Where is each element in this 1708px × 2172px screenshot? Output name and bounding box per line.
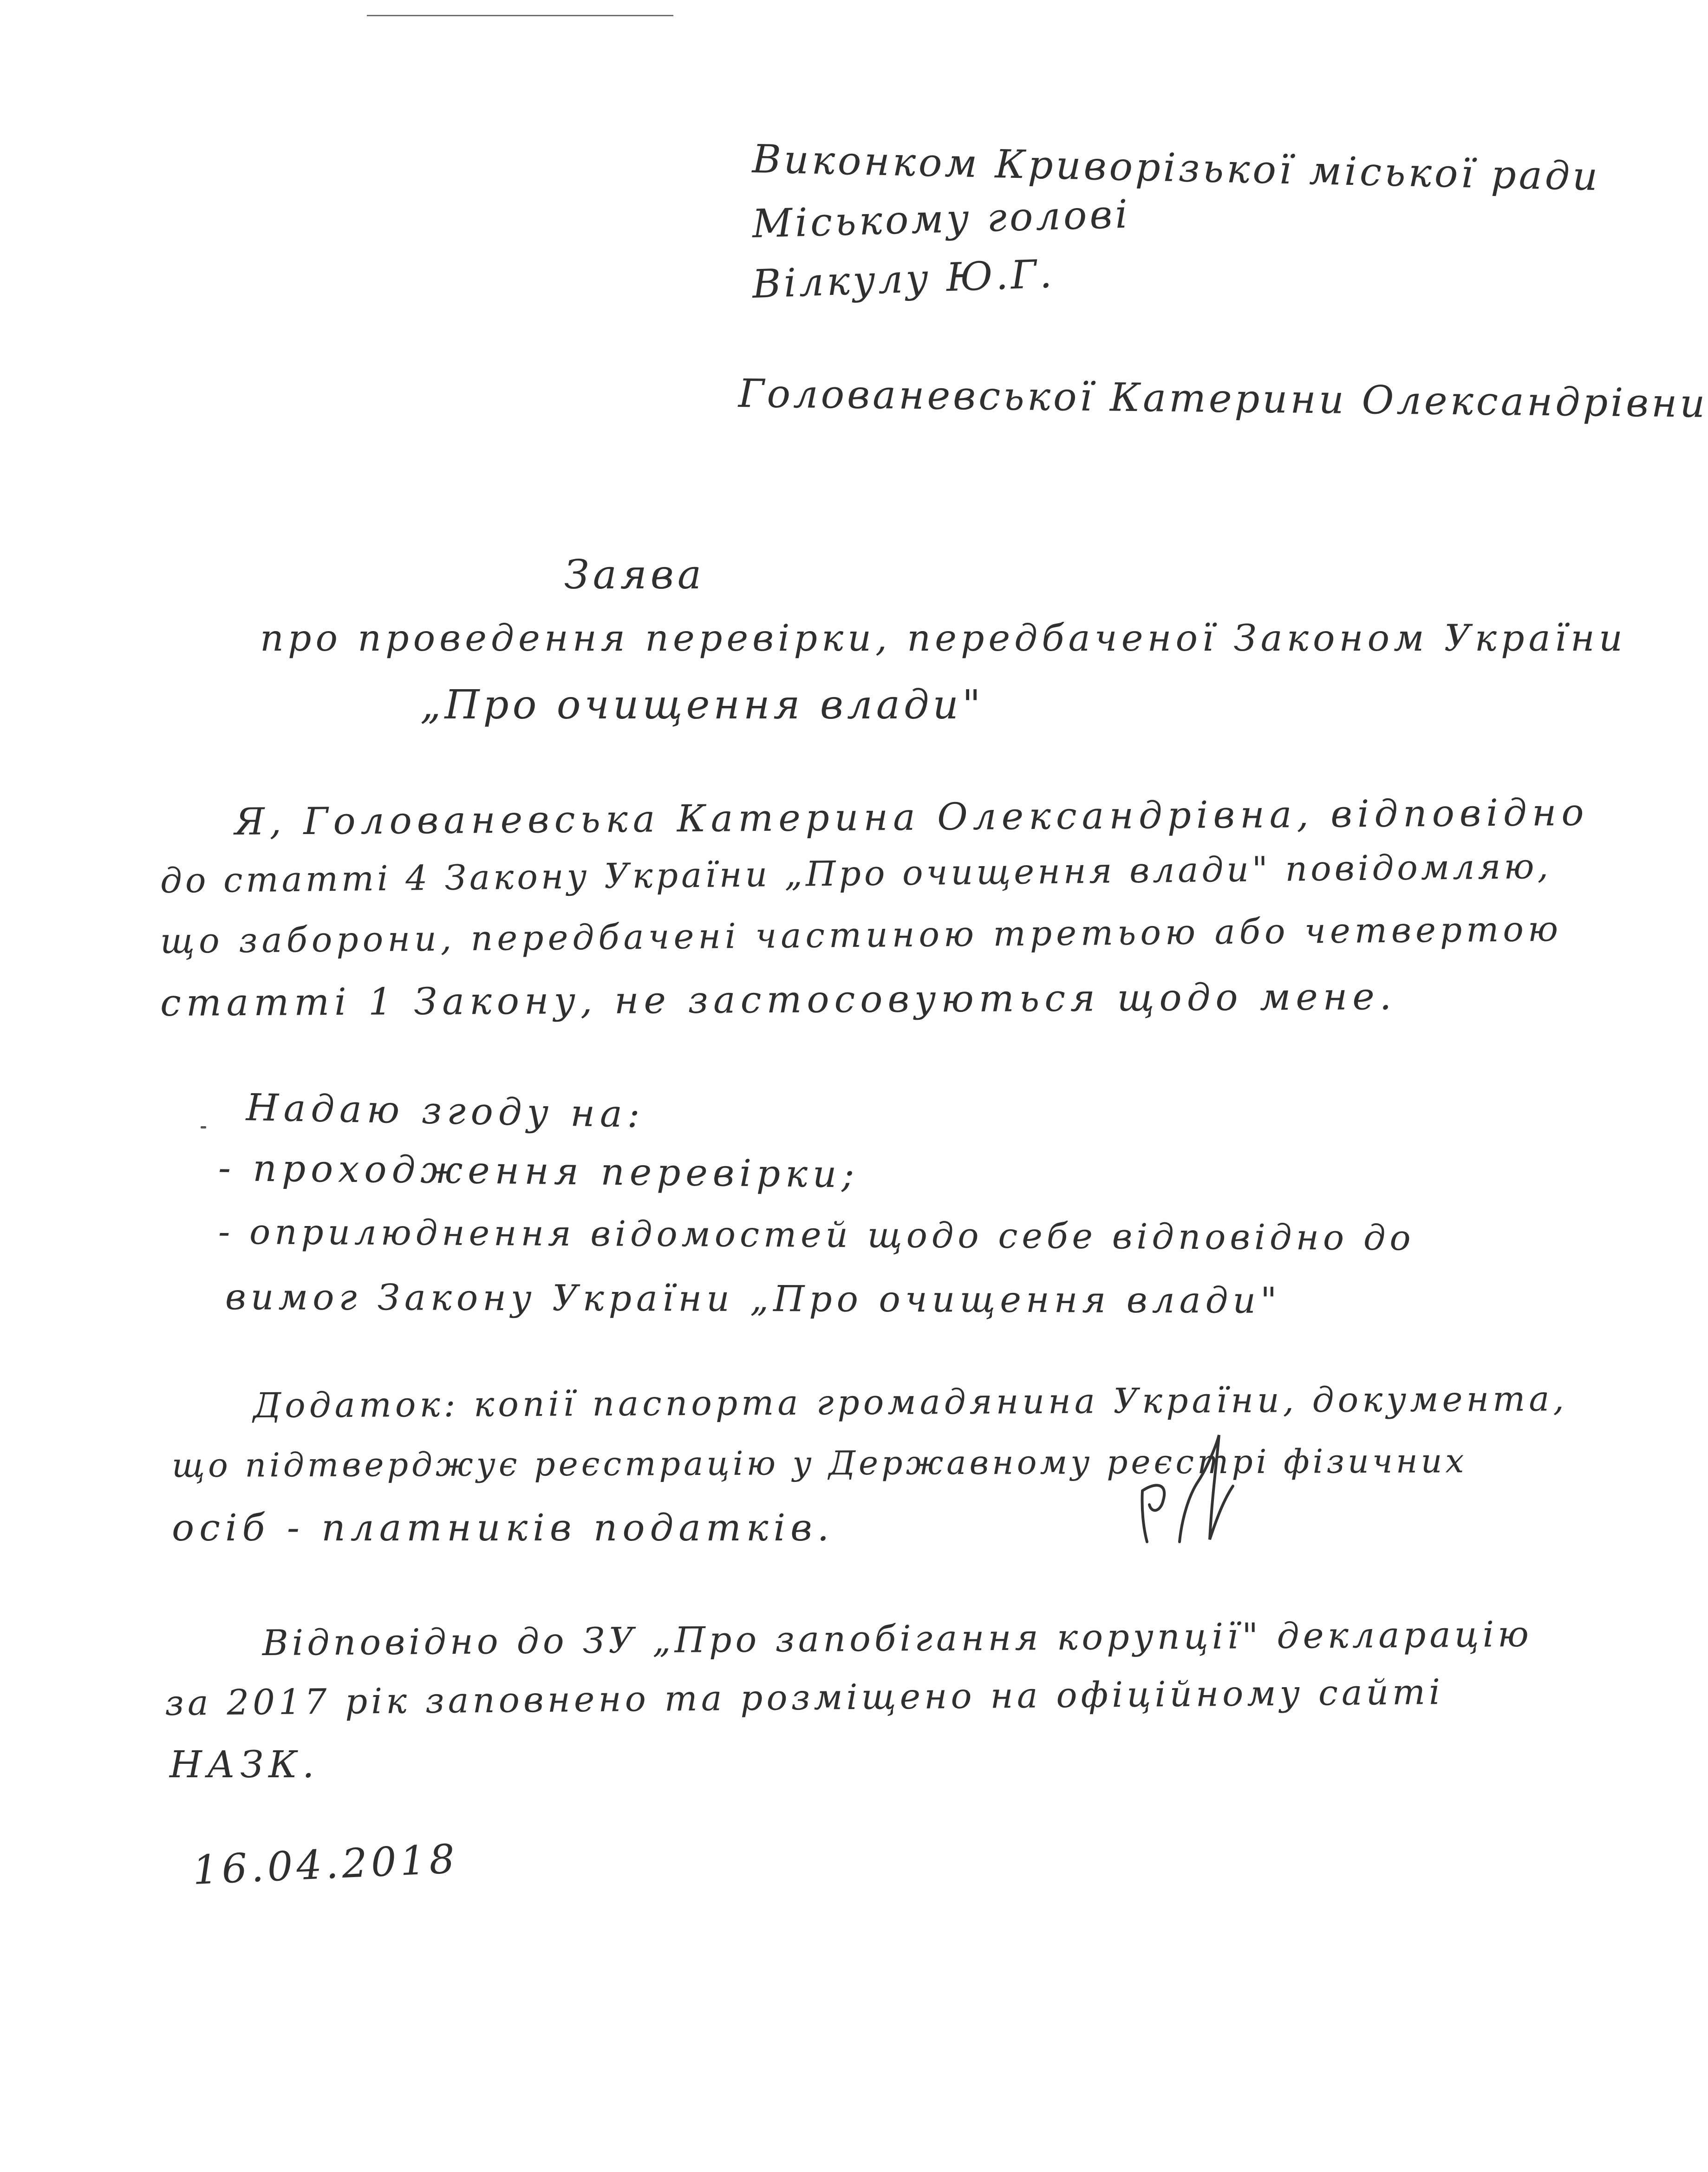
declaration-line-3: НАЗК.	[169, 1743, 319, 1786]
document-title: Заява	[564, 552, 705, 598]
consent-item-1: - проходження перевірки;	[218, 1146, 860, 1196]
consent-item-2-cont: вимог Закону України „Про очищення влади"	[225, 1277, 1282, 1322]
sender-name: Голованевської Катерини Олександрівни	[738, 371, 1708, 426]
handwritten-signature-icon	[1124, 1426, 1254, 1556]
consent-intro: Надаю згоду на:	[246, 1086, 645, 1136]
paragraph-1-line-1: Я, Голованевська Катерина Олександрівна, відповідно	[234, 790, 1589, 843]
document-date: 16.04.2018	[191, 1836, 460, 1894]
margin-mark	[201, 1126, 206, 1128]
declaration-line-2: за 2017 рік заповнено та розміщено на офіційному сайті	[164, 1671, 1444, 1723]
declaration-line-1: Відповідно до ЗУ „Про запобігання корупції" декларацію	[262, 1613, 1533, 1663]
attachment-line-1: Додаток: копії паспорта громадянина України, документа,	[253, 1379, 1568, 1426]
paragraph-1-line-4: статті 1 Закону, не застосовуються щодо мене.	[160, 975, 1397, 1024]
document-subtitle-line-1: про проведення перевірки, передбаченої Законом України	[260, 617, 1627, 659]
recipient-line-1: Виконком Криворізької міської ради	[751, 136, 1601, 200]
recipient-line-3: Вілкулу Ю.Г.	[751, 251, 1056, 307]
recipient-line-2: Міському голові	[751, 191, 1131, 247]
attachment-line-2: що підтверджує реєстрацію у Державному реєстрі фізичних	[171, 1441, 1467, 1485]
paragraph-1-line-2: до статті 4 Закону України „Про очищення влади" повідомляю,	[160, 846, 1552, 901]
attachment-line-3: осіб - платників податків.	[172, 1506, 834, 1549]
paragraph-1-line-3: що заборони, передбачені частиною третьою або четвертою	[160, 909, 1563, 961]
consent-item-2: - оприлюднення відомостей щодо себе відповідно до	[218, 1211, 1415, 1259]
scan-edge-divider	[367, 15, 673, 16]
document-subtitle-line-2: „Про очищення влади"	[420, 682, 984, 728]
